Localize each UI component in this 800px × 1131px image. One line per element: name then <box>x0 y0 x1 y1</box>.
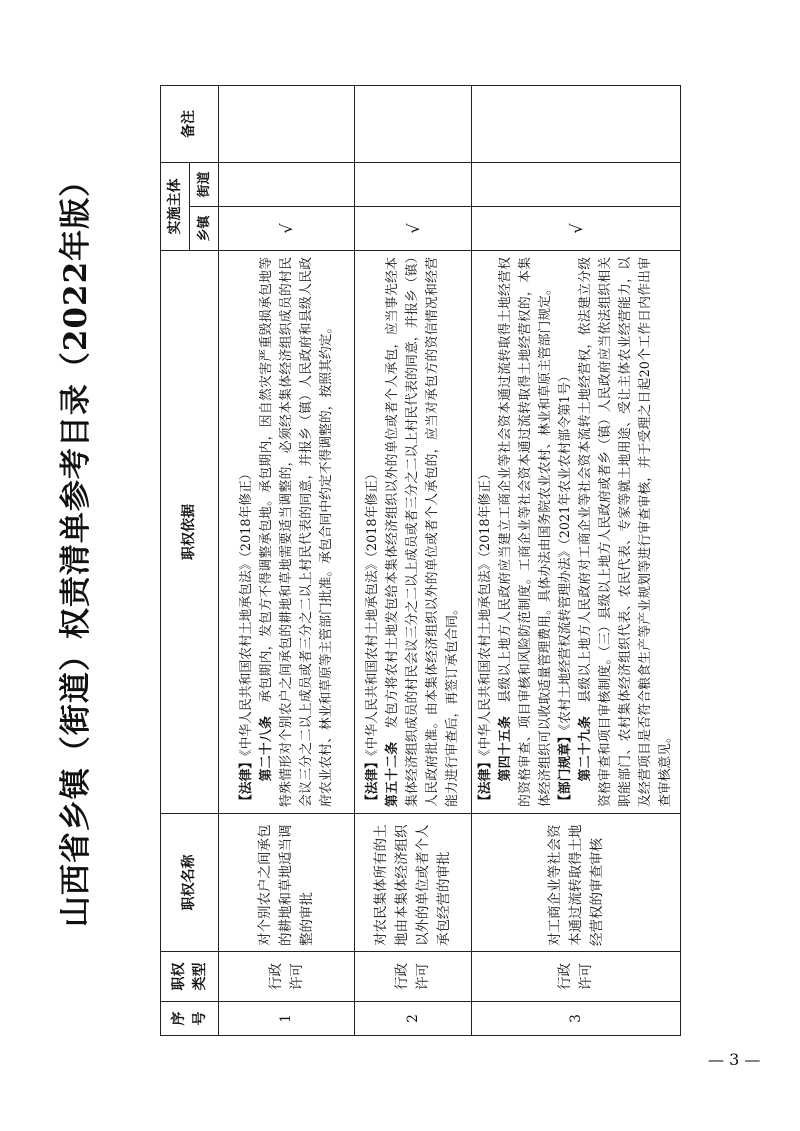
row-type: 行政许可 <box>472 952 681 1002</box>
street-cell <box>472 163 681 207</box>
township-check: √ <box>472 207 681 251</box>
header-seq: 序号 <box>161 1002 219 1036</box>
table-row <box>219 86 355 1036</box>
header-street: 街道 <box>190 163 219 207</box>
table-row <box>355 86 472 1036</box>
header-remark: 备注 <box>161 86 219 163</box>
row-name: 对工商企业等社会资本通过流转取得土地经营权的审查审核 <box>472 814 681 952</box>
basis-text: 县级以上地方人民政府对工商企业等社会资本流转土地经营权，依法建立分级资格审查和项目审核制度。（三）县级以上地方人民政府或者乡（镇）人民政府应当依法组织相关职能部门、农村集体经济组织代表、农民代表、专家等就土地用途、受让主体农业经营能力，以及经营项目是否符合粮食生产等产业规划等进行审查审核，并于受理之日起20个工作日内作出审查审核意见。 <box>578 256 673 807</box>
remark-cell <box>472 86 681 163</box>
basis-article: 第五十二条 <box>385 741 400 807</box>
row-name: 对个别农户之间承包的耕地和草地适当调整的审批 <box>219 814 355 952</box>
street-cell <box>219 163 355 207</box>
basis-tag: 【部门规章】 <box>558 730 573 807</box>
row-seq: 2 <box>355 1002 472 1036</box>
basis-tag: 【法律】 <box>478 755 493 807</box>
header-subject: 实施主体 <box>161 163 190 251</box>
row-seq: 1 <box>219 1002 355 1036</box>
basis-text: 县级以上地方人民政府应当建立工商企业等社会资本通过流转取得土地经营权的资格审查、项目审核和风险防范制度。工商企业等社会资本通过流转取得土地经营权的，本集体经济组织可以收取适量管理费用。具体办法由国务院农业农村、林业和草原主管部门规定。 <box>498 256 553 807</box>
header-name: 职权名称 <box>161 814 219 952</box>
row-name: 对农民集体所有的土地由本集体经济组织以外的单位或者个人承包经营的审批 <box>355 814 472 952</box>
row-type: 行政许可 <box>355 952 472 1002</box>
row-seq: 3 <box>472 1002 681 1036</box>
basis-tag: 【法律】 <box>238 755 254 807</box>
basis-article: 第二十九条 <box>578 715 593 782</box>
township-check: √ <box>355 207 472 251</box>
basis-text: 《中华人民共和国农村土地承包法》（2018年修正） <box>238 467 254 756</box>
basis-text: 《中华人民共和国农村土地承包法》（2018年修正） <box>478 467 493 756</box>
row-type: 行政许可 <box>219 952 355 1002</box>
basis-article: 第四十五条 <box>498 715 513 782</box>
row-basis <box>472 251 681 814</box>
row-basis <box>355 251 472 814</box>
table-row <box>472 86 681 1036</box>
row-basis <box>219 251 355 814</box>
street-cell <box>355 163 472 207</box>
basis-article: 第二十八条 <box>258 715 274 782</box>
remark-cell <box>355 86 472 163</box>
header-type: 职权类型 <box>161 952 219 1002</box>
basis-text: 《中华人民共和国农村土地承包法》（2018年修正） <box>365 467 380 756</box>
header-township: 乡镇 <box>190 207 219 251</box>
basis-text: 承包期内，发包方不得调整承包地。承包期内，因自然灾害严重毁损承包地等特殊情形对个别农户之间承包的耕地和草地需要适当调整的，必须经本集体经济组织成员的村民会议三分之二以上成员或者三分之二以上村民代表的同意，并报乡（镇）人民政府和县级人民政府农业农村、林业和草原等主管部门批准。承包合同中约定不得调整的，按照其约定。 <box>258 256 334 807</box>
basis-tag: 【法律】 <box>365 755 380 807</box>
rotated-page <box>46 22 754 1070</box>
responsibility-table <box>160 85 681 1036</box>
page-title: 山西省乡镇（街道）权责清单参考目录（2022年版） <box>58 164 94 928</box>
basis-text: 《农村土地经营权流转管理办法》（2021年农业农村部令第1号） <box>558 369 573 731</box>
page-number: — 3 — <box>708 1050 761 1069</box>
basis-text: 发包方将农村土地发包给本集体经济组织以外的单位或者个人承包，应当事先经本集体经济组织成员的村民会议三分之二以上成员或者三分之二以上村民代表的同意，并报乡（镇）人民政府批准。由本集体经济组织以外的单位或者个人承包的，应当对承包方的资信情况和经营能力进行审查后，再签订承包合同。 <box>385 256 460 807</box>
header-basis: 职权依据 <box>161 251 219 814</box>
township-check: √ <box>219 207 355 251</box>
remark-cell <box>219 86 355 163</box>
